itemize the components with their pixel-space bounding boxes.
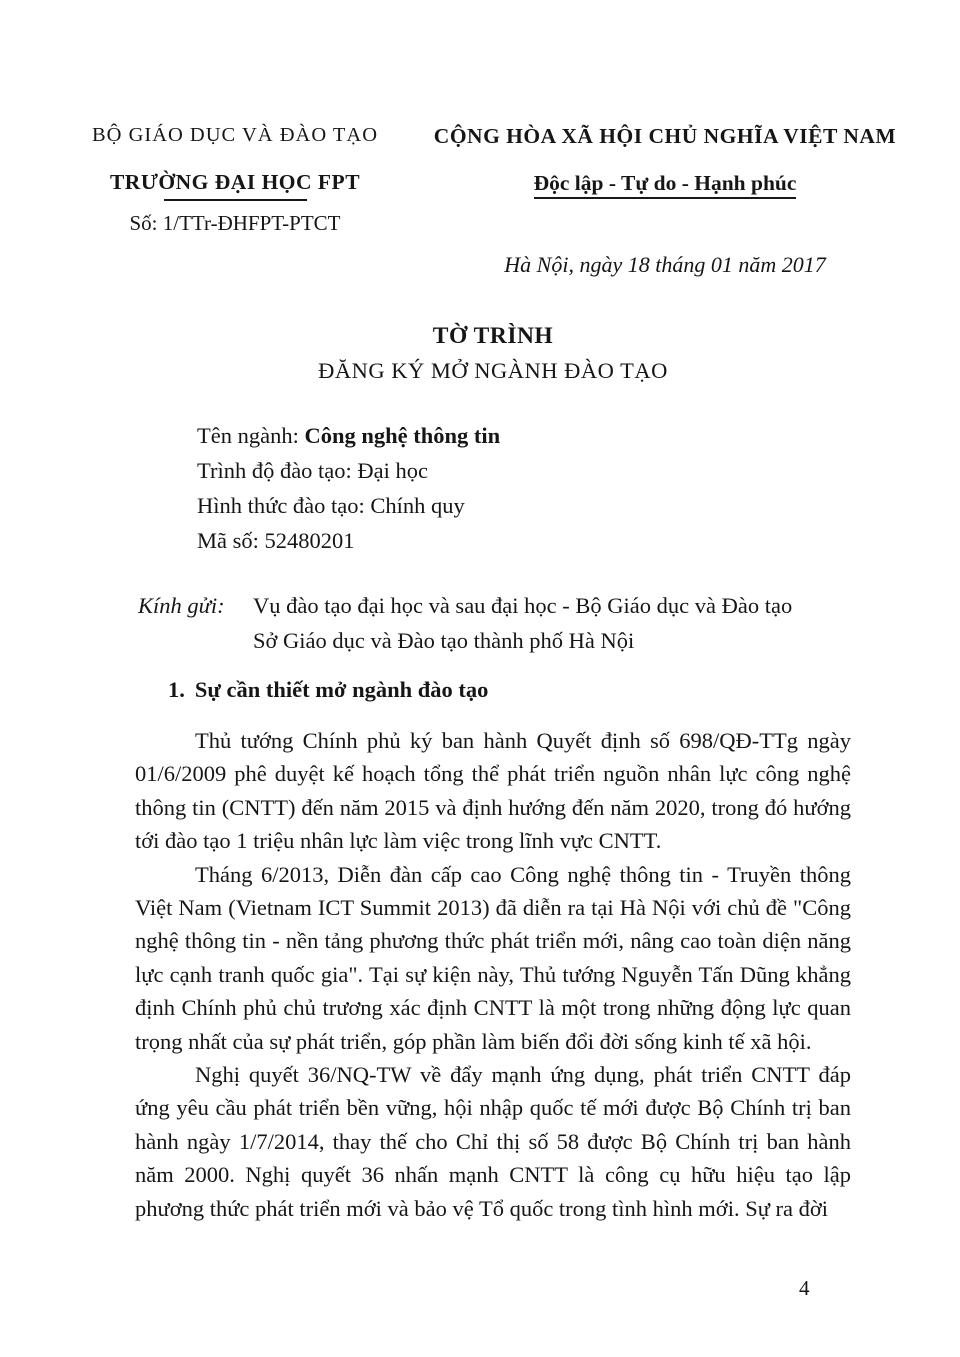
program-name-line xyxy=(197,418,500,453)
place-date-line: Hà Nội, ngày 18 tháng 01 năm 2017 xyxy=(504,252,826,277)
recipients-block xyxy=(138,588,792,658)
recipient-line-1: Vụ đào tạo đại học và sau đại học - Bộ Giáo dục và Đào tạo xyxy=(253,593,793,618)
page-number: 4 xyxy=(799,1276,810,1300)
program-level-line: Trình độ đào tạo: Đại học xyxy=(197,458,429,483)
national-motto-line xyxy=(422,148,908,199)
document-subtitle: ĐĂNG KÝ MỞ NGÀNH ĐÀO TẠO xyxy=(318,358,668,383)
paragraph-1: Thủ tướng Chính phủ ký ban hành Quyết định số 698/QĐ-TTg ngày 01/6/2009 phê duyệt kế hoạch tổng thể phát triển nguồn nhân lực công nghệ thông tin (CNTT) đến năm 2015 và định hướng đến năm 2020, trong đó hướng tới đào tạo 1 triệu nhân lực làm việc trong lĩnh vực CNTT. xyxy=(135,728,851,854)
program-name-label: Tên ngành: xyxy=(197,423,305,448)
recipient-line-2: Sở Giáo dục và Đào tạo thành phố Hà Nội xyxy=(253,628,635,653)
recipients-label: Kính gửi: xyxy=(138,593,225,618)
national-motto: Độc lập - Tự do - Hạnh phúc xyxy=(534,171,797,199)
body-paragraphs xyxy=(135,724,851,1225)
section-1-heading xyxy=(168,676,488,703)
section-title: Sự cần thiết mở ngành đào tạo xyxy=(194,677,489,702)
document-title: TỜ TRÌNH xyxy=(432,323,554,349)
university-name: TRƯỜNG ĐẠI HỌC FPT xyxy=(109,169,361,194)
university-underline-rule xyxy=(164,199,307,201)
program-format-line: Hình thức đào tạo: Chính quy xyxy=(197,493,465,518)
recipients-lines xyxy=(253,588,792,658)
national-header-block xyxy=(422,124,908,277)
paragraph-3: Nghị quyết 36/NQ-TW về đẩy mạnh ứng dụng, phát triển CNTT đáp ứng yêu cầu phát triển bền vững, hội nhập quốc tế mới được Bộ Chính trị ban hành ngày 1/7/2014, thay thế cho Chỉ thị số 58 được Bộ Chính trị ban hành năm 2000. Nghị quyết 36 nhấn mạnh CNTT là công cụ hữu hiệu tạo lập phương thức phát triển mới và bảo vệ Tổ quốc trong tình hình mới. Sự ra đời xyxy=(135,1062,851,1221)
document-title-block xyxy=(135,322,851,384)
program-name-value: Công nghệ thông tin xyxy=(304,423,501,448)
program-info-block xyxy=(197,418,500,558)
national-title: CỘNG HÒA XÃ HỘI CHỦ NGHĨA VIỆT NAM xyxy=(433,124,897,148)
section-number: 1. xyxy=(168,677,185,702)
issuing-org-block xyxy=(87,124,383,235)
document-number: Số: 1/TTr-ĐHFPT-PTCT xyxy=(129,211,341,236)
ministry-name: BỘ GIÁO DỤC VÀ ĐÀO TẠO xyxy=(91,124,379,146)
program-code-line: Mã số: 52480201 xyxy=(197,528,355,553)
paragraph-2: Tháng 6/2013, Diễn đàn cấp cao Công nghệ thông tin - Truyền thông Việt Nam (Vietnam ICT Summit 2013) đã diễn ra tại Hà Nội với chủ đề "Công nghệ thông tin - nền tảng phương thức phát triển mới, nâng cao toàn diện năng lực cạnh tranh quốc gia". Tại sự kiện này, Thủ tướng Nguyễn Tấn Dũng khẳng định Chính phủ chủ trương xác định CNTT là một trong những động lực quan trọng nhất của sự phát triển, góp phần làm biến đổi đời sống kinh tế xã hội. xyxy=(135,861,851,1054)
